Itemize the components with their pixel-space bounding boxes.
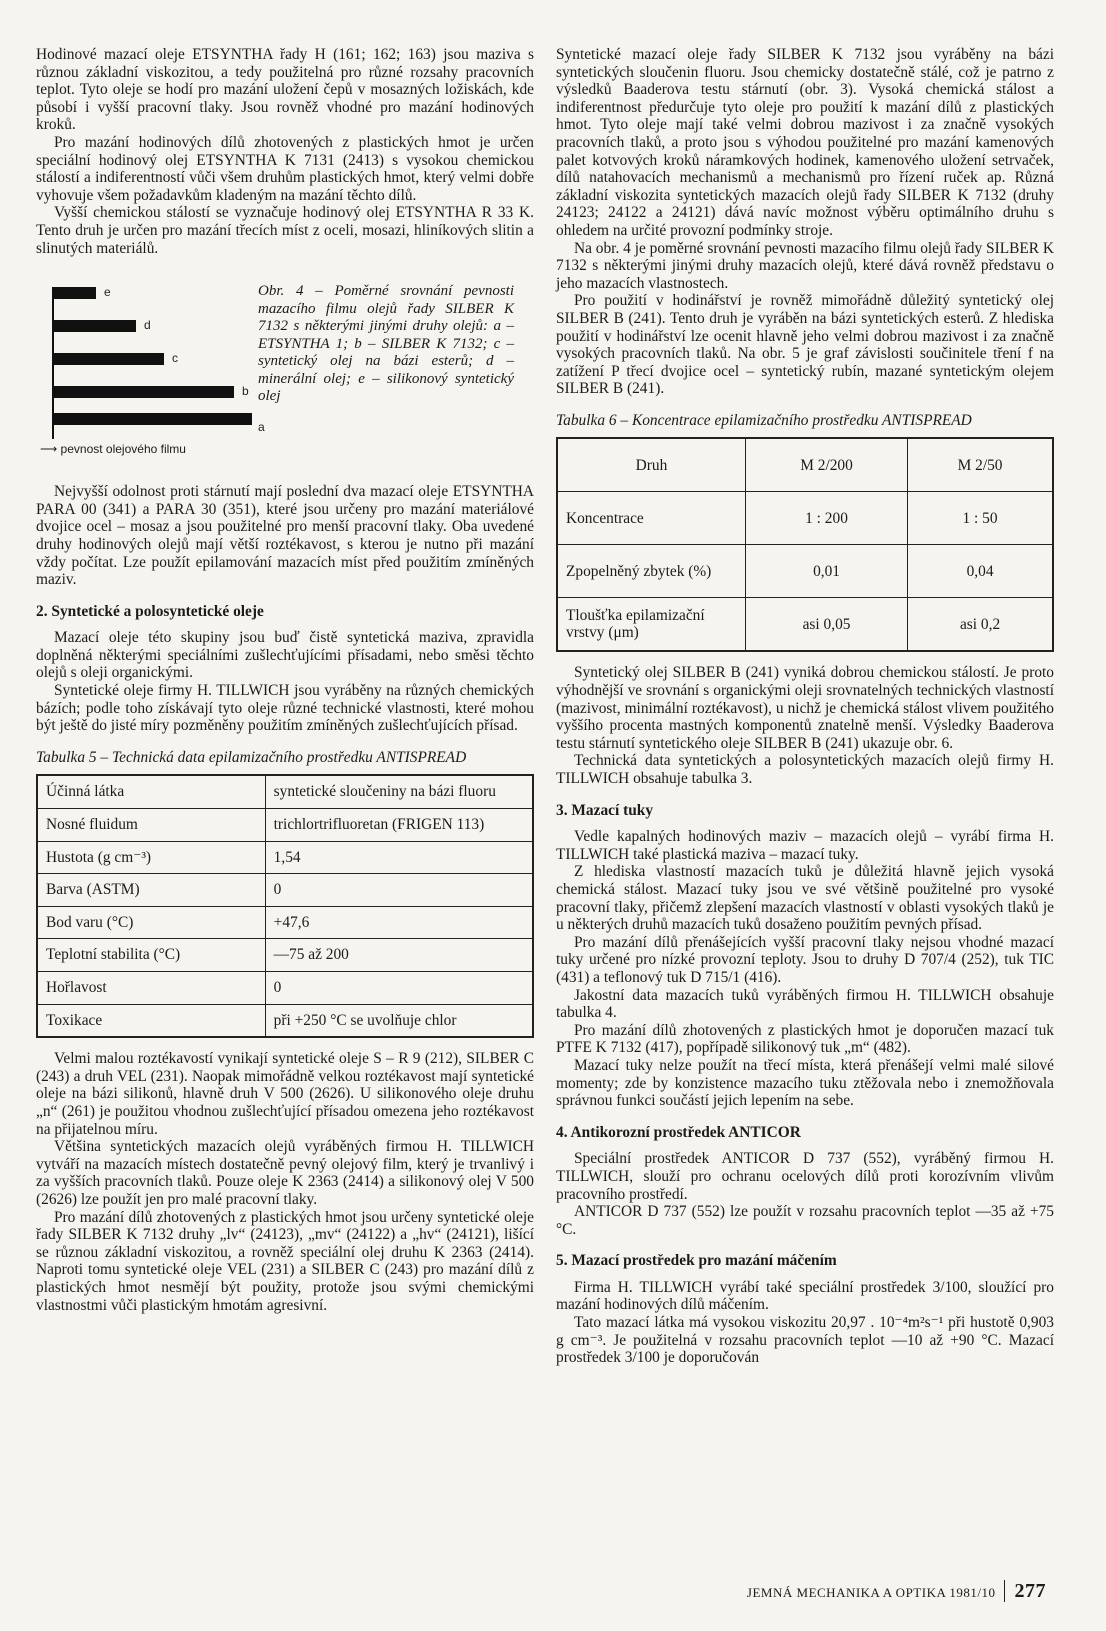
table-cell: asi 0,2 xyxy=(908,598,1053,652)
table-caption: Tabulka 6 – Koncentrace epilamizačního prostředku ANTISPREAD xyxy=(556,411,972,429)
section-heading: 3. Mazací tuky xyxy=(556,801,654,819)
table-cell: M 2/200 xyxy=(745,438,907,492)
table-row xyxy=(557,492,1053,545)
section-heading: 2. Syntetické a polosyntetické oleje xyxy=(36,602,264,620)
arrow-right-icon: ⟶ xyxy=(40,442,58,457)
table-cell: Hustota (g cm⁻³) xyxy=(37,841,265,874)
table-cell: —75 až 200 xyxy=(265,939,533,972)
paragraph: Technická data syntetických a polosyntetických mazacích olejů firmy H. TILLWICH obsahuje tabulka 3. xyxy=(556,752,1054,788)
page-number: 277 xyxy=(1004,1580,1047,1602)
paragraph: Pro mazání dílů zhotovených z plastických hmot je doporučen mazací tuk PTFE K 7132 (417), popřípadě silikonový tuk „m“ (482). xyxy=(556,1021,1054,1057)
table-cell: Teplotní stabilita (°C) xyxy=(37,939,265,972)
paragraph: Většina syntetických mazacích olejů vyráběných firmou H. TILLWICH vytváří na mazacích místech dostatečně pevný olejový film, který je trvanlivý i za vyšších pracovních tlaků. Pouze oleje K 2363 (2414) a silikonový olej V 500 (2626) lze použít jen pro malé pracovní tlaky. xyxy=(36,1138,534,1208)
section-heading: 4. Antikorozní prostředek ANTICOR xyxy=(556,1123,801,1141)
paragraph: Z hlediska vlastností mazacích tuků je důležitá hlavně jejich vysoká chemická stálost. Mazací tuky jsou ve své většině použitelné pro vysoké pracovní tlaky, přičemž zlepšení mazacích vlastností v oblasti vysokých tlaků je u některých druhů mazacích tuků dosaženo použitím pevných přísad. xyxy=(556,863,1054,934)
table-row xyxy=(37,939,533,972)
paragraph: Mazací tuky nelze použít na třecí místa, která přenášejí velmi malé silové momenty; zde by konzistence mazacího tuku ztěžovala nebo i znemožňovala správnou funkci součástí jejich lepením na sebe. xyxy=(556,1056,1054,1110)
right-column xyxy=(556,46,1054,1367)
table-cell: Tloušťka epilamizační vrstvy (μm) xyxy=(557,598,745,652)
table-cell: 1,54 xyxy=(265,841,533,874)
table-row xyxy=(557,598,1053,652)
paragraph: Velmi malou roztékavostí vynikají syntetické oleje S – R 9 (212), SILBER C (243) a druh VEL (231). Naopak mimořádně velkou roztékavost mají syntetické oleje na bázi silikonů, hlavně druh V 500 (2626). U silikonového oleje druhu „n“ (261) je použitou vhodnou zušlechťující přísadou omezena jeho roztékavost na přijatelnou míru. xyxy=(36,1050,534,1138)
bar-chart xyxy=(52,283,282,445)
paragraph: Pro mazání dílů zhotovených z plastických hmot jsou určeny syntetické oleje řady SILBER K 7132 druhy „lv“ (24123), „mv“ (24122) a „hv“ (24121), lišící se různou základní viskozitou, a rovněž speciální olej druhu K 2363 (2414). Naproti tomu syntetické oleje VEL (231) a SILBER C (243) pro mazání dílů z plastických hmot nesmějí být použity, protože jsou svými chemickými vlastnostmi vůči plastickým hmotám agresivní. xyxy=(36,1208,534,1314)
paragraph: Nejvyšší odolnost proti stárnutí mají poslední dva mazací oleje ETSYNTHA PARA 00 (341) a PARA 30 (351), které jsou určeny pro mazání materiálové dvojice ocel – mosaz a jsou použitelné pro menší pracovní tlaky. Oba uvedené druhy hodinových olejů mají větší roztékavost, s kterou je nutno při mazání vždy počítat. Lze použít epilamování mazacích míst před použitím zmíněných maziv. xyxy=(36,483,534,589)
table-cell: Bod varu (°C) xyxy=(37,906,265,939)
table-cell: syntetické sloučeniny na bázi fluoru xyxy=(265,775,533,808)
bar-label-e: e xyxy=(104,285,111,300)
table-row xyxy=(37,809,533,842)
table-row xyxy=(37,972,533,1005)
table-cell: Nosné fluidum xyxy=(37,809,265,842)
paragraph: Pro mazání hodinových dílů zhotovených z plastických hmot je určen speciální hodinový olej ETSYNTHA K 7131 (2413) s vysokou chemickou stálostí a indiferentností vůči všem druhům plastických hmot, který velmi dobře vyhovuje všem požadavkům kladeným na mazání těchto dílů. xyxy=(36,133,534,204)
table-cell: 0,01 xyxy=(745,545,907,598)
paragraph: Pro použití v hodinářství je rovněž mimořádně důležitý syntetický olej SILBER B (241). Tento druh je vyráběn na bázi syntetických esterů. Z hlediska použití v hodinářství lze ocenit hlavně jeho velmi dobrou mazivost i za značně vysokých pracovních tlaků. Na obr. 5 je graf závislosti součinitele tření f na zatížení P třecí dvojice ocel – syntetický rubín, mazané syntetickým olejem SILBER B (241). xyxy=(556,292,1054,398)
paragraph: Hodinové mazací oleje ETSYNTHA řady H (161; 162; 163) jsou maziva s různou základní viskozitou, a tedy použitelná pro různé rozsahy pracovních teplot. Tyto oleje se hodí pro mazání uložení čepů v mosazných ložiskách, kde působí i vyšší pracovní tlaky. Jsou rovněž vhodné pro mazání hodinových kroků. xyxy=(36,46,534,134)
table-row xyxy=(37,906,533,939)
table-cell: Toxikace xyxy=(37,1004,265,1037)
table-cell: M 2/50 xyxy=(908,438,1053,492)
table-5 xyxy=(36,774,534,1038)
paragraph: Firma H. TILLWICH vyrábí také speciální prostředek 3/100, sloužící pro mazání hodinových dílů máčením. xyxy=(556,1278,1054,1314)
table-cell: Koncentrace xyxy=(557,492,745,545)
paragraph: Tato mazací látka má vysokou viskozitu 20,97 . 10⁻⁴m²s⁻¹ při hustotě 0,903 g cm⁻³. Je použitelná v rozsahu pracovních teplot —10 až +90 °C. Mazací prostředek 3/100 je doporučován xyxy=(556,1314,1054,1367)
bar-c xyxy=(52,353,164,365)
paragraph: Pro mazání dílů přenášejících vyšší pracovní tlaky nejsou vhodné mazací tuky určené pro nízké provozní teploty. Jsou to druhy D 707/4 (252), tuk TIC (431) a teflonový tuk D 715/1 (416). xyxy=(556,933,1054,986)
bar-b xyxy=(52,386,234,398)
paragraph: Vedle kapalných hodinových maziv – mazacích olejů – vyrábí firma H. TILLWICH také plastická maziva – mazací tuky. xyxy=(556,828,1054,863)
table-cell: asi 0,05 xyxy=(745,598,907,652)
table-cell: při +250 °C se uvolňuje chlor xyxy=(265,1004,533,1037)
table-cell: Druh xyxy=(557,438,745,492)
axis-label: pevnost olejového filmu xyxy=(60,442,186,457)
table-cell: trichlortrifluoretan (FRIGEN 113) xyxy=(265,809,533,842)
table-cell: 0,04 xyxy=(908,545,1053,598)
figure-4 xyxy=(36,283,534,469)
table-row xyxy=(37,874,533,907)
table-row xyxy=(37,841,533,874)
bar-label-d: d xyxy=(144,318,151,333)
table-cell: Hořlavost xyxy=(37,972,265,1005)
bar-e xyxy=(52,287,96,299)
table-cell: 1 : 200 xyxy=(745,492,907,545)
table-cell: 0 xyxy=(265,972,533,1005)
paragraph: Vyšší chemickou stálostí se vyznačuje hodinový olej ETSYNTHA R 33 K. Tento druh je určen pro mazání třecích míst z oceli, mosazi, hliníkových slitin a slinutých materiálů. xyxy=(36,204,534,257)
table-row xyxy=(557,545,1053,598)
table-row xyxy=(37,775,533,808)
paragraph: Mazací oleje této skupiny jsou buď čistě syntetická maziva, zpravidla doplněná některými speciálními zušlechťujícími přísadami, nebo směsi těchto olejů s oleji organickými. xyxy=(36,629,534,682)
table-row xyxy=(37,1004,533,1037)
table-cell: 0 xyxy=(265,874,533,907)
bar-label-b: b xyxy=(242,384,249,399)
paragraph: Na obr. 4 je poměrné srovnání pevnosti mazacího filmu olejů řady SILBER K 7132 s některými jinými druhy mazacích olejů, které dává rovněž představu o jeho mazacích vlastnostech. xyxy=(556,239,1054,292)
axis-caption xyxy=(40,441,186,459)
paragraph: Jakostní data mazacích tuků vyráběných firmou H. TILLWICH obsahuje tabulka 4. xyxy=(556,986,1054,1022)
bar-label-c: c xyxy=(172,351,178,366)
table-cell: Účinná látka xyxy=(37,775,265,808)
bar-d xyxy=(52,320,136,332)
section-heading: 5. Mazací prostředek pro mazání máčením xyxy=(556,1252,837,1270)
figure-caption: Obr. 4 – Poměrné srovnání pevnosti mazacího filmu olejů řady SILBER K 7132 s některými jinými druhy olejů: a – ETSYNTHA 1; b – SILBER K 7132; c – syntetický olej na bázi esterů; d – minerální olej; e – silikonový syntetický olej xyxy=(258,283,514,405)
table-cell: Barva (ASTM) xyxy=(37,874,265,907)
table-cell: 1 : 50 xyxy=(908,492,1053,545)
paragraph: ANTICOR D 737 (552) lze použít v rozsahu pracovních teplot —35 až +75 °C. xyxy=(556,1203,1054,1238)
table-caption: Tabulka 5 – Technická data epilamizačního prostředku ANTISPREAD xyxy=(36,748,467,766)
journal-name: JEMNÁ MECHANIKA A OPTIKA 1981/10 xyxy=(746,1585,996,1600)
paragraph: Syntetické mazací oleje řady SILBER K 7132 jsou vyráběny na bázi syntetických sloučenin fluoru. Jsou chemicky dostatečně stálé, což je patrno z výsledků Baaderova testu stárnutí (obr. 3). Vysoká chemická stálost a indiferentnost předurčuje tyto oleje pro použití k mazání dílů z plastických hmot. Tyto oleje mají také velmi dobrou mazivost i za značně vysokých pracovních tlaků, a proto jsou s výhodou použitelné pro mazání kamenových palet kotvových kroků náramkových hodinek, kamenového uložení setrvaček, dílů natahovacích mechanismů a mechanismů pro řízení ruček ap. Různá základní viskozita syntetických mazacích olejů řady SILBER K 7132 (druhy 24123; 24122 a 24121) dává navíc možnost výběru optimálního druhu s ohledem na určité provozní podmínky stroje. xyxy=(556,46,1054,239)
bar-label-a: a xyxy=(258,420,265,435)
left-column xyxy=(36,46,534,1314)
page-footer xyxy=(747,1580,1046,1603)
table-row xyxy=(557,438,1053,492)
paragraph: Syntetické oleje firmy H. TILLWICH jsou vyráběny na různých chemických bázích; podle toho získávají tyto oleje různé technické vlastnosti, které mohou být ještě do jisté míry pozměněny použitím zmíněných zušlechťujících přísad. xyxy=(36,682,534,735)
table-cell: Zpopelněný zbytek (%) xyxy=(557,545,745,598)
table-6 xyxy=(556,437,1054,652)
paragraph: Speciální prostředek ANTICOR D 737 (552), vyráběný firmou H. TILLWICH, slouží pro ochranu ocelových dílů proti korozívním vlivům pracovního prostředí. xyxy=(556,1150,1054,1203)
bar-a xyxy=(52,413,252,425)
table-cell: +47,6 xyxy=(265,906,533,939)
paragraph: Syntetický olej SILBER B (241) vyniká dobrou chemickou stálostí. Je proto výhodnější ve srovnání s organickými oleji srovnatelných technických vlastností (mazivost, minimální roztékavost), u nichž je chemická stálost vlivem použitého vyššího procenta mastných komponentů znatelně menší. Výsledky Baaderova testu stárnutí syntetického oleje SILBER B (241) ukazuje obr. 6. xyxy=(556,664,1054,752)
